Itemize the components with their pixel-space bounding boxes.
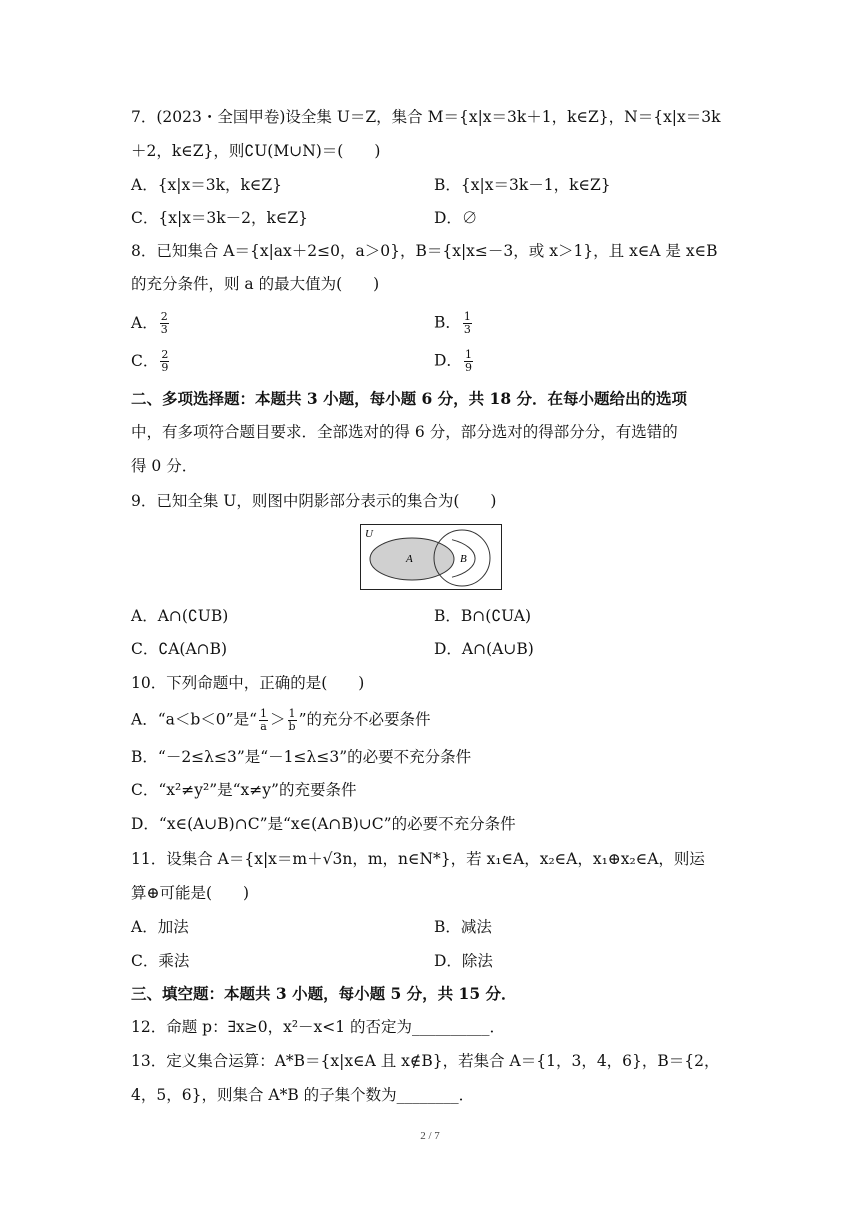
fraction: $\frac{2}{9}$	[161, 348, 169, 374]
q10-option-b: B．“－2≤λ≤3”是“－1≤λ≤3”的必要不充分条件	[131, 748, 472, 766]
section2-text-line3: 得 0 分．	[131, 457, 198, 475]
page-number: 2 / 7	[420, 1130, 440, 1142]
q8-option-c: C． $\frac{2}{9}$	[131, 348, 169, 374]
q9-options-row1	[131, 605, 735, 627]
q7-option-d: D．∅	[434, 209, 478, 227]
q7-options-row1	[131, 174, 735, 196]
q12-stem: 12．命题 p：∃x≥0，x²－x<1 的否定为__________．	[131, 1018, 506, 1036]
section2-heading: 二、多项选择题：本题共 3 小题，每小题 6 分，共 18 分．在每小题给出的选项	[131, 389, 688, 408]
q10-option-d: D．“x∈(A∪B)∩C”是“x∈(A∩B)∪C”的必要不充分条件	[131, 815, 516, 833]
q8-option-d: D． $\frac{1}{9}$	[434, 348, 472, 374]
q8-option-b: B． $\frac{1}{3}$	[434, 310, 471, 336]
q9-option-b: B．B∩(∁UA)	[434, 607, 532, 625]
q9-options-row2	[131, 638, 735, 660]
q8-stem-line2: 的充分条件，则 a 的最大值为( )	[131, 275, 380, 293]
q11-options-row2	[131, 950, 735, 972]
q8-stem-line1: 8．已知集合 A＝{x|ax＋2≤0，a＞0}，B＝{x|x≤－3，或 x＞1}，且 x∈A 是 x∈B	[131, 242, 718, 260]
q8-options-row1	[131, 311, 735, 336]
q8-option-a: A． $\frac{2}{3}$	[131, 310, 168, 336]
q11-option-a: A．加法	[131, 918, 189, 936]
venn-label-a: A	[406, 553, 413, 565]
q7-stem-line2: ＋2，k∈Z}，则∁U(M∪N)＝( )	[131, 142, 381, 160]
q11-option-b: B．减法	[434, 918, 492, 936]
q9-option-c: C．∁A(A∩B)	[131, 640, 228, 658]
q7-options-row2	[131, 207, 735, 229]
fraction: $\frac{1}{9}$	[464, 348, 472, 374]
q10-option-c: C．“x²≠y²”是“x≠y”的充要条件	[131, 781, 357, 799]
q11-option-c: C．乘法	[131, 952, 190, 970]
q7-stem-line1: 7．(2023・全国甲卷)设全集 U＝Z，集合 M＝{x|x＝3k＋1，k∈Z}，N＝{x|x＝3k	[131, 108, 721, 126]
fraction: $\frac{1}{3}$	[463, 310, 471, 336]
q13-stem-line2: 4，5，6}，则集合 A*B 的子集个数为________．	[131, 1086, 475, 1104]
q11-option-d: D．除法	[434, 952, 493, 970]
q9-stem: 9．已知全集 U，则图中阴影部分表示的集合为( )	[131, 492, 497, 510]
section3-heading: 三、填空题：本题共 3 小题，每小题 5 分，共 15 分．	[131, 984, 517, 1003]
venn-label-b: B	[460, 553, 467, 565]
section2-text-line2: 中，有多项符合题目要求．全部选对的得 6 分，部分选对的得部分分，有选错的	[131, 423, 678, 441]
venn-diagram	[360, 524, 502, 590]
fraction: $\frac{1}{b}$	[288, 707, 296, 733]
q10-stem: 10．下列命题中，正确的是( )	[131, 674, 365, 692]
venn-label-u: U	[365, 528, 373, 540]
q9-option-d: D．A∩(A∪B)	[434, 640, 534, 658]
q8-options-row2	[131, 349, 735, 374]
q11-options-row1	[131, 916, 735, 938]
q10-option-a: A．“a＜b＜0”是“ $\frac{1}{a}$ ＞ $\frac{1}{b}$ ”的充分不必要条件	[131, 707, 431, 733]
q7-option-c: C．{x|x＝3k－2，k∈Z}	[131, 209, 309, 227]
q13-stem-line1: 13．定义集合运算：A*B＝{x|x∈A 且 x∉B}，若集合 A＝{1，3，4，6}，B＝{2，	[131, 1052, 720, 1070]
q7-option-b: B．{x|x＝3k－1，k∈Z}	[434, 176, 611, 194]
q9-option-a: A．A∩(∁UB)	[131, 607, 229, 625]
fraction: $\frac{1}{a}$	[260, 707, 267, 733]
fraction: $\frac{2}{3}$	[160, 310, 168, 336]
q11-stem-line2: 算⊕可能是( )	[131, 884, 250, 902]
q11-stem-line1: 11．设集合 A＝{x|x＝m＋√3n，m，n∈N*}，若 x₁∈A，x₂∈A，x₁⊕x₂∈A，则运	[131, 850, 705, 868]
q7-option-a: A．{x|x＝3k，k∈Z}	[131, 176, 283, 194]
